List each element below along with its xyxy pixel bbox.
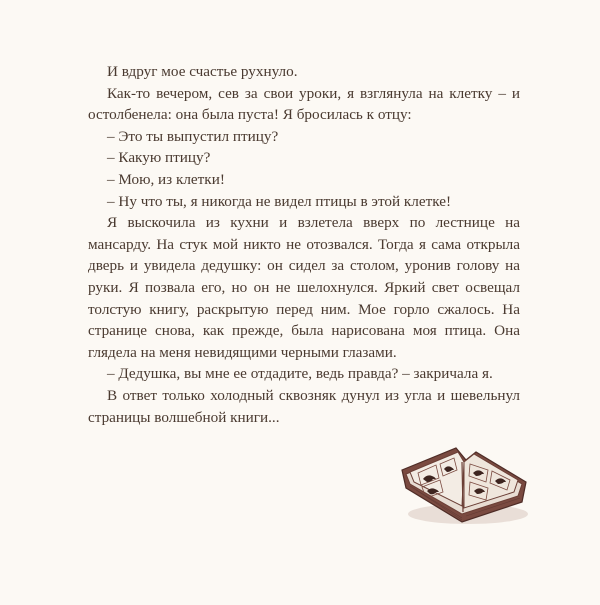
paragraph: – Мою, из клетки! bbox=[107, 170, 225, 188]
paragraph: Как-то вечером, сев за свои уроки, я взглянула на клетку – и остолбенела: она была пуста! Я бросилась к отцу: bbox=[88, 84, 520, 124]
paragraph: И вдруг мое счастье рухнуло. bbox=[107, 63, 298, 80]
paragraph: Я выскочила из кухни и взлетела вверх по лестнице на мансарду. На стук мой никто не отозвался. Тогда я сама открыла дверь и увидела дедушку: он сидел за столом, уронив голову на руки. Я позвала его, но он не шелохнулся. Яркий свет освещал толстую книгу, раскрытую перед ним. Мое горло сжалось. На странице снова, как прежде, была нарисована моя птица. Она глядела на меня невидящими черными глазами. bbox=[88, 214, 520, 361]
paragraph: – Ну что ты, я никогда не видел птицы в этой клетке! bbox=[107, 192, 452, 210]
open-book-with-birds-icon bbox=[396, 426, 532, 534]
paragraph: – Это ты выпустил птицу? bbox=[107, 127, 279, 145]
paragraph: – Какую птицу? bbox=[107, 149, 211, 167]
paragraph: В ответ только холодный сквозняк дунул из угла и шевельнул страницы волшебной книги... bbox=[88, 386, 520, 426]
story-text bbox=[88, 61, 520, 428]
paragraph: – Дедушка, вы мне ее отдадите, ведь правда? – закричала я. bbox=[107, 365, 493, 383]
